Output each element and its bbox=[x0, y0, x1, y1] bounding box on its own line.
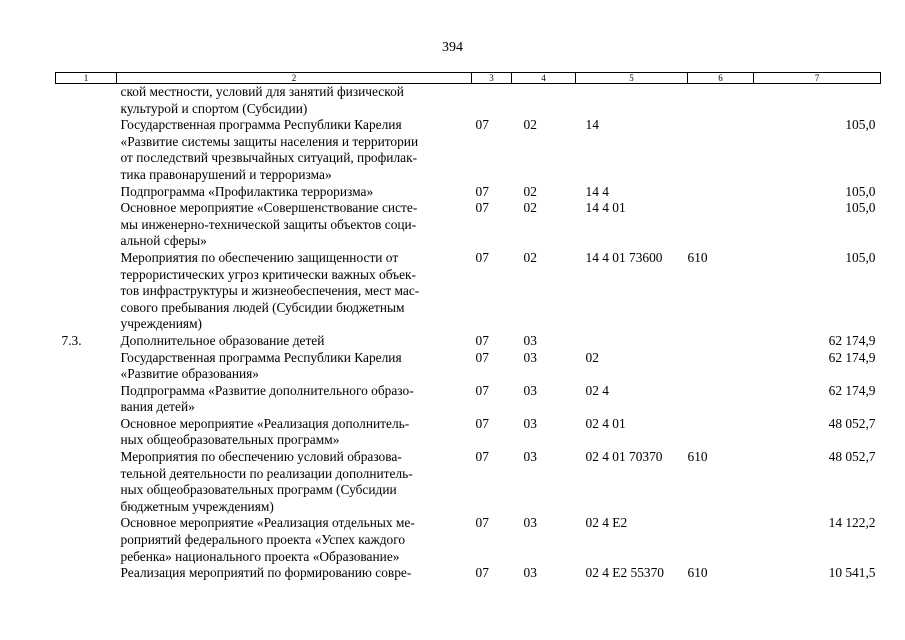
row-name-line: Основное мероприятие «Реализация дополнитель- bbox=[120, 415, 410, 431]
amount-cell: 14 122,2 bbox=[828, 515, 876, 531]
subsection-code-cell: 02 bbox=[523, 183, 537, 199]
table-row bbox=[56, 449, 881, 515]
row-name-line: Государственная программа Республики Карелия bbox=[120, 117, 402, 133]
target-article-cell: 02 4 01 bbox=[585, 415, 626, 431]
row-name-line: тов инфраструктуры и жизнеобеспечения, мест мас- bbox=[120, 283, 420, 299]
row-number-cell bbox=[56, 515, 117, 565]
row-name-line: «Развитие системы защиты населения и территории bbox=[120, 133, 419, 149]
amount-cell: 105,0 bbox=[845, 183, 876, 199]
row-name-cell bbox=[117, 333, 472, 350]
target-article-cell bbox=[576, 84, 688, 118]
target-article-cell bbox=[576, 333, 688, 350]
table-body bbox=[56, 84, 881, 582]
amount-cell bbox=[754, 84, 881, 118]
row-name-cell bbox=[117, 416, 472, 449]
row-name-line: культурой и спортом (Субсидии) bbox=[120, 100, 308, 116]
subsection-code-cell: 03 bbox=[523, 415, 537, 431]
row-number-cell bbox=[56, 184, 117, 201]
table-row bbox=[56, 184, 881, 201]
section-code-cell: 07 bbox=[475, 449, 489, 465]
row-name-line: Основное мероприятие «Совершенствование систе- bbox=[120, 200, 418, 216]
header-cell: 4 bbox=[512, 73, 576, 84]
header-cell: 6 bbox=[688, 73, 754, 84]
row-name-line: роприятий федерального проекта «Успех каждого bbox=[120, 532, 406, 548]
row-name-line: террористических угроз критически важных объек- bbox=[120, 266, 417, 282]
table-row bbox=[56, 383, 881, 416]
target-article-cell: 02 4 E2 55370 bbox=[585, 565, 664, 581]
row-name-line: Подпрограмма «Профилактика терроризма» bbox=[120, 183, 374, 199]
section-code-cell: 07 bbox=[475, 349, 489, 365]
amount-cell: 62 174,9 bbox=[828, 349, 876, 365]
section-code-cell: 07 bbox=[475, 332, 489, 348]
header-cell: 5 bbox=[576, 73, 688, 84]
expense-type-cell bbox=[688, 84, 754, 118]
row-name-cell bbox=[117, 250, 472, 333]
amount-cell: 48 052,7 bbox=[828, 415, 876, 431]
amount-cell: 48 052,7 bbox=[828, 449, 876, 465]
row-name-line: ской местности, условий для занятий физической bbox=[120, 84, 404, 99]
row-name-cell bbox=[117, 84, 472, 118]
table-row bbox=[56, 200, 881, 250]
section-code-cell: 07 bbox=[475, 415, 489, 431]
expense-type-cell bbox=[688, 184, 754, 201]
row-number-cell bbox=[56, 449, 117, 515]
row-name-line: бюджетным учреждениям) bbox=[120, 498, 274, 514]
expense-type-cell: 610 bbox=[687, 249, 708, 265]
amount-cell: 105,0 bbox=[845, 249, 876, 265]
subsection-code-cell: 02 bbox=[523, 249, 537, 265]
row-name-line: ных общеобразовательных программ (Субсидии bbox=[120, 482, 397, 498]
row-name-cell bbox=[117, 117, 472, 183]
row-number-cell bbox=[56, 250, 117, 333]
expense-type-cell bbox=[688, 350, 754, 383]
table-row bbox=[56, 333, 881, 350]
row-name-cell bbox=[117, 565, 472, 582]
row-name-line: от последствий чрезвычайных ситуаций, профилак- bbox=[120, 150, 418, 166]
row-name-line: Мероприятия по обеспечению условий образова- bbox=[120, 449, 402, 465]
section-code-cell: 07 bbox=[475, 183, 489, 199]
expense-type-cell bbox=[688, 383, 754, 416]
row-name-line: альной сферы» bbox=[120, 233, 207, 249]
row-name-line: Основное мероприятие «Реализация отдельных ме- bbox=[120, 515, 415, 531]
row-number-cell bbox=[56, 383, 117, 416]
section-code-cell: 07 bbox=[475, 382, 489, 398]
table-row bbox=[56, 117, 881, 183]
column-number-header bbox=[56, 73, 881, 84]
budget-table bbox=[55, 72, 881, 582]
row-name-cell bbox=[117, 515, 472, 565]
table-row bbox=[56, 250, 881, 333]
subsection-code-cell: 03 bbox=[523, 515, 537, 531]
target-article-cell: 02 4 01 70370 bbox=[585, 449, 663, 465]
row-name-line: «Развитие образования» bbox=[120, 366, 260, 382]
row-number-cell bbox=[56, 565, 117, 582]
section-code-cell: 07 bbox=[475, 515, 489, 531]
section-code-cell: 07 bbox=[475, 117, 489, 133]
row-name-cell bbox=[117, 449, 472, 515]
row-name-line: вания детей» bbox=[120, 399, 195, 415]
header-cell: 7 bbox=[754, 73, 881, 84]
amount-cell: 105,0 bbox=[845, 117, 876, 133]
section-code-cell bbox=[472, 84, 512, 118]
row-name-line: ребенка» национального проекта «Образование» bbox=[120, 548, 400, 564]
row-number-cell bbox=[56, 84, 117, 118]
header-cell: 1 bbox=[56, 73, 117, 84]
row-name-line: мы инженерно-технической защиты объектов соци- bbox=[120, 216, 417, 232]
expense-type-cell bbox=[688, 200, 754, 250]
target-article-cell: 02 4 E2 bbox=[585, 515, 628, 531]
page-number: 394 bbox=[442, 40, 463, 55]
row-number-cell bbox=[56, 416, 117, 449]
target-article-cell: 14 4 bbox=[585, 183, 609, 199]
row-number-cell bbox=[56, 117, 117, 183]
amount-cell: 105,0 bbox=[845, 200, 876, 216]
row-name-line: сового пребывания людей (Субсидии бюджетным bbox=[120, 299, 405, 315]
subsection-code-cell: 03 bbox=[523, 349, 537, 365]
subsection-code-cell: 03 bbox=[523, 565, 537, 581]
expense-type-cell bbox=[688, 117, 754, 183]
row-number-cell bbox=[56, 350, 117, 383]
row-name-line: тельной деятельности по реализации дополнитель- bbox=[120, 465, 413, 481]
header-cell: 3 bbox=[472, 73, 512, 84]
section-code-cell: 07 bbox=[475, 200, 489, 216]
row-number-cell bbox=[56, 200, 117, 250]
subsection-code-cell bbox=[512, 84, 576, 118]
section-code-cell: 07 bbox=[475, 565, 489, 581]
header-cell: 2 bbox=[117, 73, 472, 84]
table-row bbox=[56, 350, 881, 383]
row-name-line: Мероприятия по обеспечению защищенности от bbox=[120, 249, 399, 265]
row-name-cell bbox=[117, 200, 472, 250]
section-code-cell: 07 bbox=[475, 249, 489, 265]
row-name-cell bbox=[117, 350, 472, 383]
expense-type-cell bbox=[688, 515, 754, 565]
target-article-cell: 14 4 01 73600 bbox=[585, 249, 663, 265]
table-row bbox=[56, 416, 881, 449]
amount-cell: 62 174,9 bbox=[828, 382, 876, 398]
expense-type-cell: 610 bbox=[687, 565, 708, 581]
row-name-line: ных общеобразовательных программ» bbox=[120, 432, 340, 448]
amount-cell: 10 541,5 bbox=[828, 565, 876, 581]
row-name-cell bbox=[117, 383, 472, 416]
row-name-line: Государственная программа Республики Карелия bbox=[120, 349, 402, 365]
row-name-cell bbox=[117, 184, 472, 201]
row-number-cell: 7.3. bbox=[61, 332, 82, 348]
row-name-line: Дополнительное образование детей bbox=[120, 332, 325, 348]
target-article-cell: 02 bbox=[585, 349, 599, 365]
amount-cell: 62 174,9 bbox=[828, 332, 876, 348]
target-article-cell: 14 bbox=[585, 117, 599, 133]
subsection-code-cell: 03 bbox=[523, 332, 537, 348]
expense-type-cell: 610 bbox=[687, 449, 708, 465]
row-name-line: тика правонарушений и терроризма» bbox=[120, 166, 332, 182]
expense-type-cell bbox=[688, 333, 754, 350]
subsection-code-cell: 03 bbox=[523, 449, 537, 465]
expense-type-cell bbox=[688, 416, 754, 449]
row-name-line: учреждениям) bbox=[120, 316, 203, 332]
subsection-code-cell: 02 bbox=[523, 200, 537, 216]
subsection-code-cell: 03 bbox=[523, 382, 537, 398]
table-row bbox=[56, 565, 881, 582]
table-row bbox=[56, 515, 881, 565]
target-article-cell: 14 4 01 bbox=[585, 200, 626, 216]
subsection-code-cell: 02 bbox=[523, 117, 537, 133]
row-name-line: Реализация мероприятий по формированию совре- bbox=[120, 565, 412, 581]
table-row bbox=[56, 84, 881, 118]
target-article-cell: 02 4 bbox=[585, 382, 609, 398]
row-name-line: Подпрограмма «Развитие дополнительного образо- bbox=[120, 382, 414, 398]
